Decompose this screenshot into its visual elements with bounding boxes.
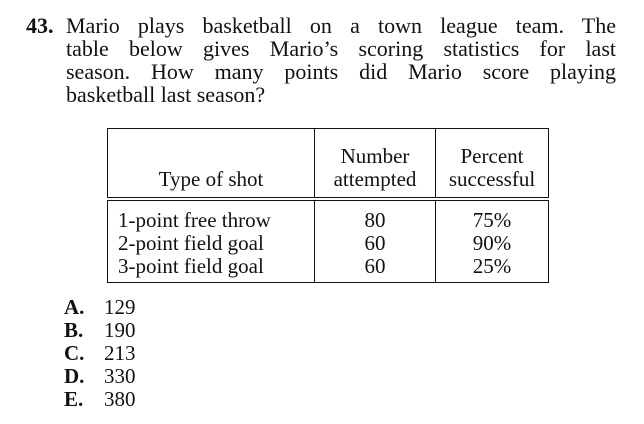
- question-text-line: basketball last season?: [66, 82, 266, 107]
- choice-letter: D.: [64, 364, 85, 388]
- shot-type-cell: 2-point field goal: [108, 232, 315, 255]
- choice-value: 330: [104, 364, 136, 388]
- attempted-cell: 80: [315, 199, 436, 232]
- header-percent-line2: successful: [448, 167, 536, 191]
- table-header-row: [108, 129, 549, 200]
- percent-cell: 75%: [436, 199, 549, 232]
- table-row: [108, 255, 549, 283]
- choice-letter: B.: [64, 318, 84, 342]
- header-type-of-shot: [108, 129, 315, 200]
- header-number-line1: Number: [340, 144, 410, 168]
- answer-choices: [64, 296, 136, 411]
- question-text-line: table below gives Mario’s scoring statistics for last: [66, 36, 616, 61]
- percent-cell: 25%: [436, 255, 549, 283]
- choice-letter: A.: [64, 295, 85, 319]
- answer-choice-b[interactable]: [64, 319, 136, 342]
- shot-type-cell: 1-point free throw: [108, 199, 315, 232]
- attempted-cell: 60: [315, 255, 436, 283]
- header-type-label: Type of shot: [158, 167, 264, 191]
- header-number-line2: attempted: [333, 167, 417, 191]
- header-percent-line1: Percent: [460, 144, 524, 168]
- question-number: 43.: [26, 13, 54, 38]
- choice-value: 213: [104, 341, 136, 365]
- choice-letter: C.: [64, 341, 85, 365]
- header-number-attempted: [315, 129, 436, 200]
- answer-choice-d[interactable]: [64, 365, 136, 388]
- choice-letter: E.: [64, 387, 84, 411]
- shot-type-cell: 3-point field goal: [108, 255, 315, 283]
- question-block: [26, 14, 616, 106]
- header-percent-successful: [436, 129, 549, 200]
- choice-value: 380: [104, 387, 136, 411]
- question-text: [66, 14, 616, 106]
- table-row: [108, 199, 549, 232]
- choice-value: 129: [104, 295, 136, 319]
- table-row: [108, 232, 549, 255]
- percent-cell: 90%: [436, 232, 549, 255]
- question-text-line: season. How many points did Mario score playing: [66, 59, 616, 84]
- choice-value: 190: [104, 318, 136, 342]
- question-text-line: Mario plays basketball on a town league team. The: [66, 13, 616, 38]
- answer-choice-c[interactable]: [64, 342, 136, 365]
- scoring-statistics-table: [107, 128, 549, 283]
- answer-choice-a[interactable]: [64, 296, 136, 319]
- answer-choice-e[interactable]: [64, 388, 136, 411]
- attempted-cell: 60: [315, 232, 436, 255]
